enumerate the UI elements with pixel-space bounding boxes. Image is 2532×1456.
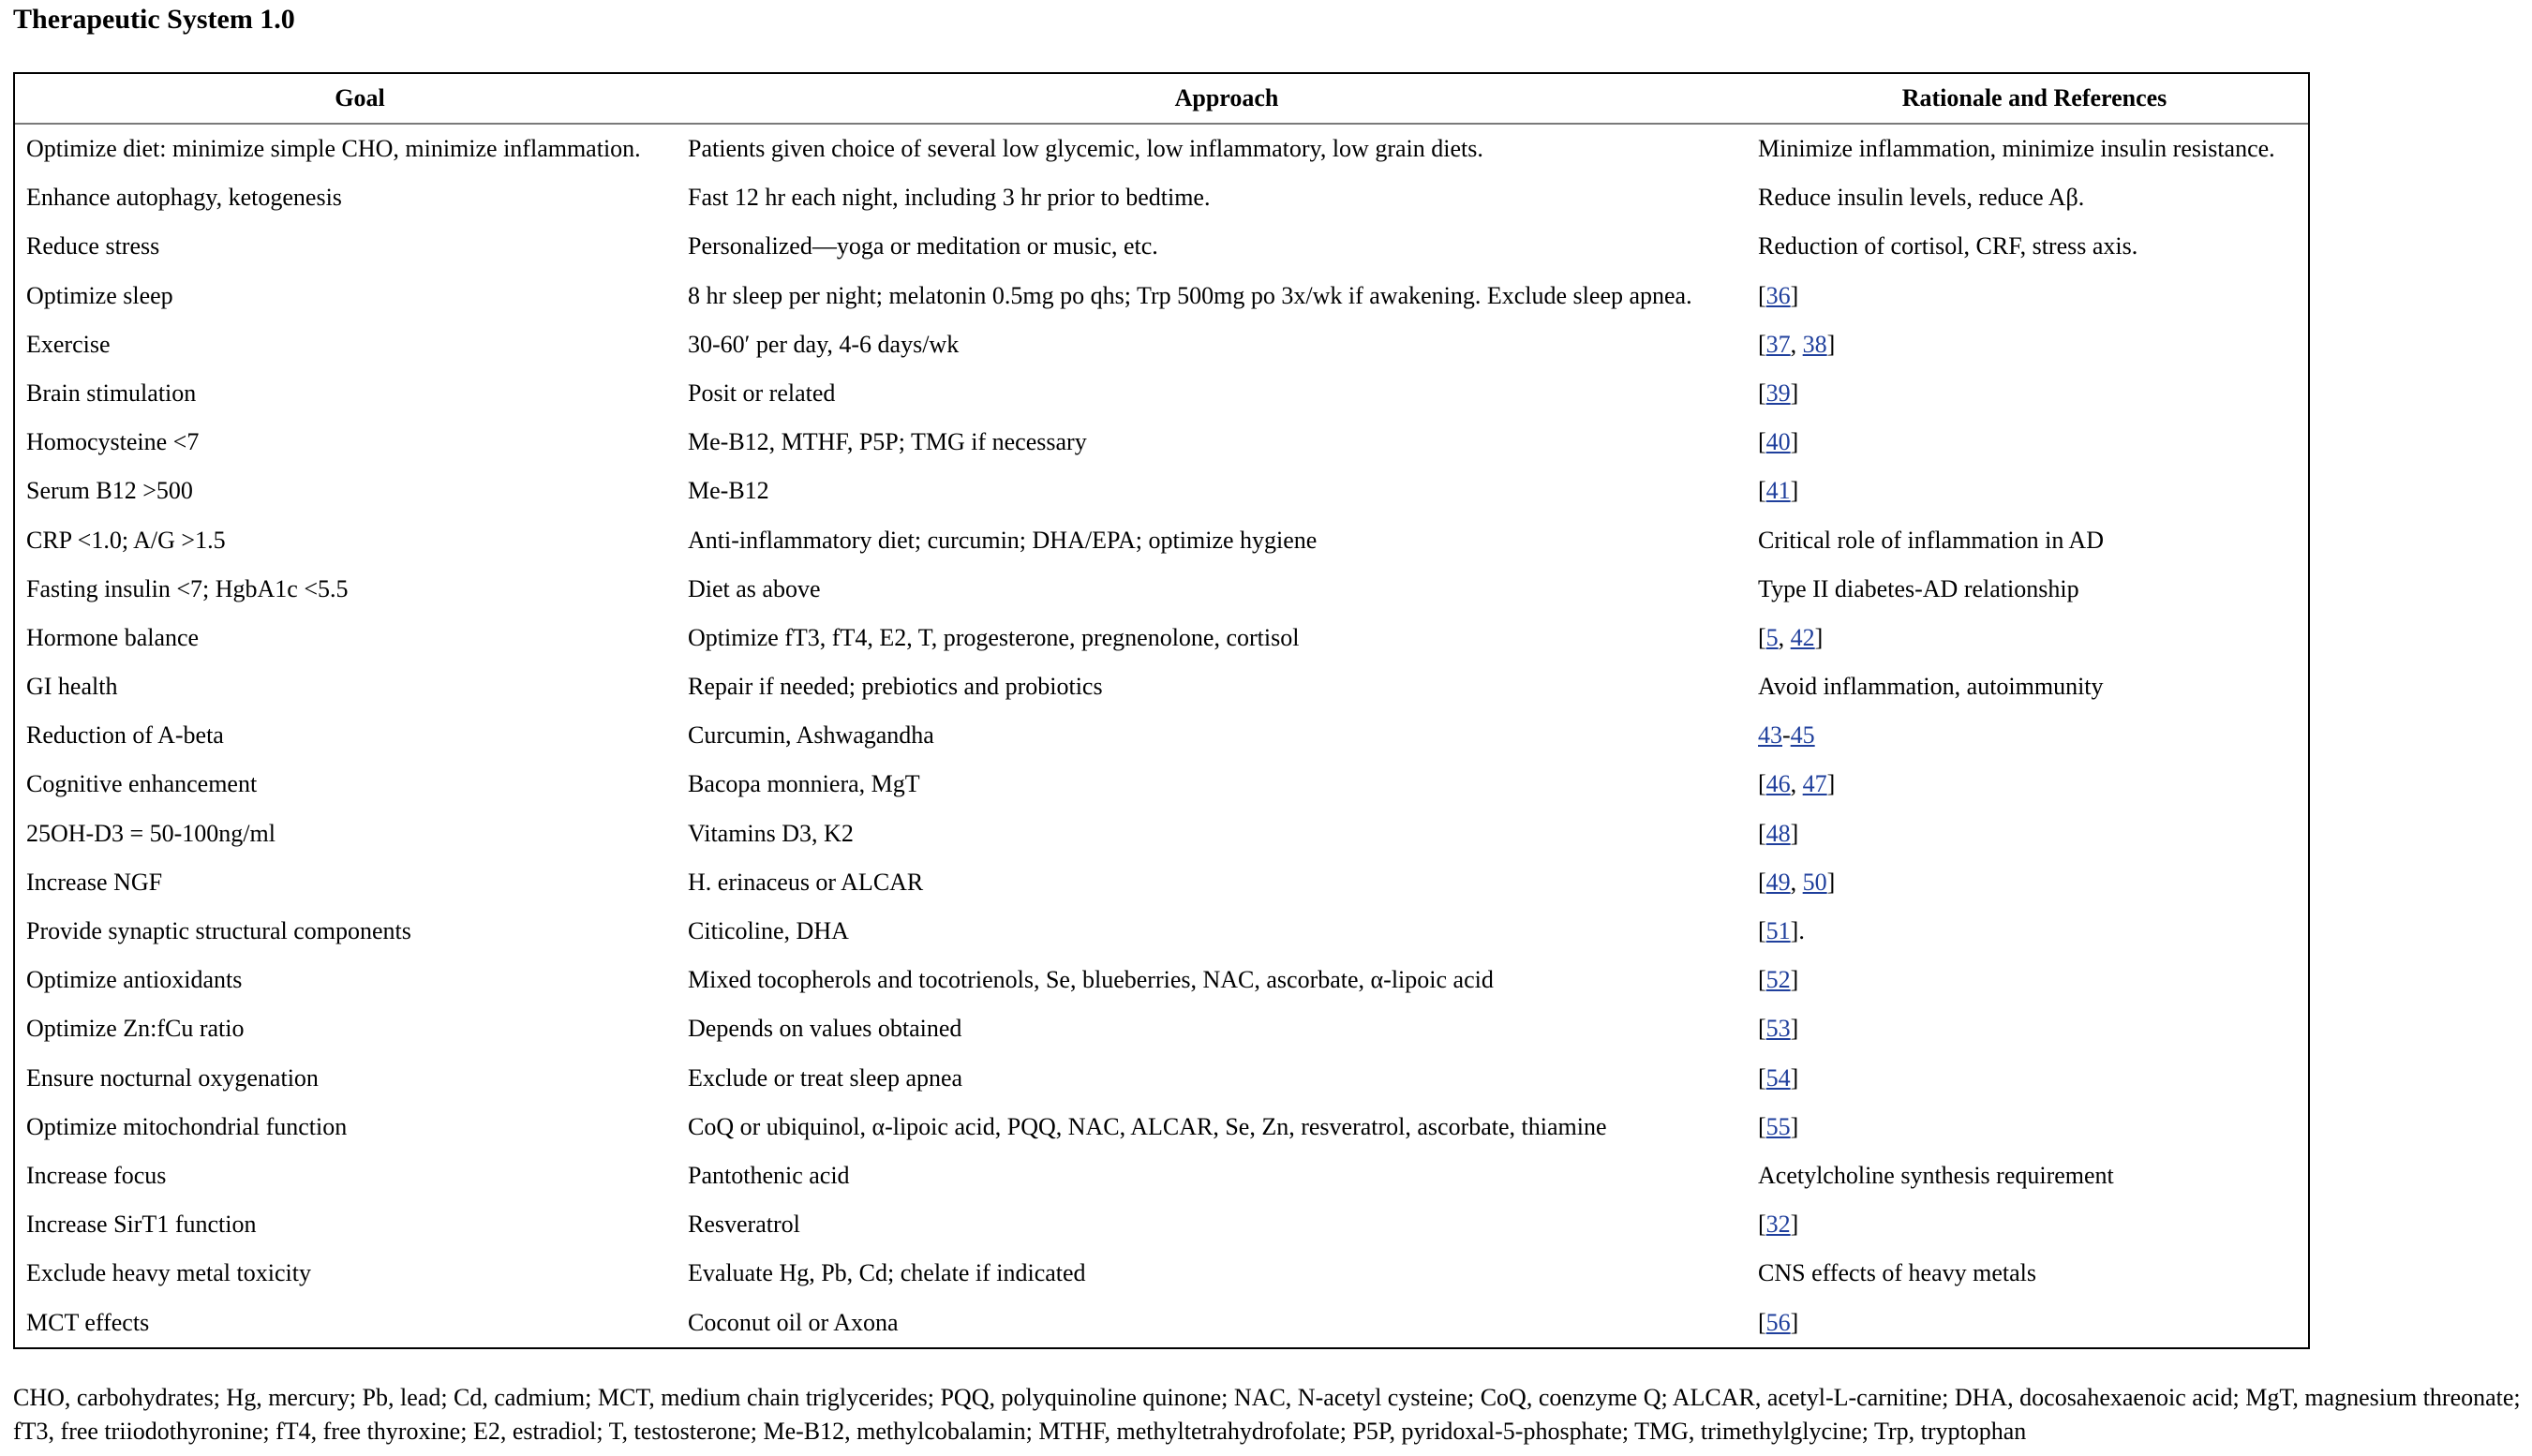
rationale-cell	[1758, 711, 1815, 760]
rationale-cell	[1758, 516, 2104, 565]
rationale-text: ]	[1790, 1308, 1799, 1336]
rationale-cell	[1758, 418, 1798, 467]
rationale-text: Minimize inflammation, minimize insulin resistance.	[1758, 135, 2275, 162]
reference-link[interactable]: 41	[1765, 477, 1791, 505]
reference-link[interactable]: 48	[1765, 819, 1791, 847]
rationale-text: [	[1758, 281, 1766, 309]
rationale-text: ]	[1814, 623, 1824, 651]
reference-link[interactable]: 43	[1758, 721, 1782, 750]
reference-link[interactable]: 5	[1765, 623, 1779, 651]
goal-cell: Provide synaptic structural components	[26, 917, 411, 944]
rationale-text: Reduce insulin levels, reduce Aβ.	[1758, 184, 2085, 212]
reference-link[interactable]: 45	[1790, 721, 1815, 750]
rationale-cell	[1758, 125, 2275, 173]
rationale-text: [	[1758, 379, 1766, 407]
rationale-text: ]	[1790, 428, 1799, 456]
table-row	[15, 1004, 2308, 1053]
approach-cell: Fast 12 hr each night, including 3 hr prior to bedtime.	[688, 184, 1211, 212]
rationale-cell	[1758, 1004, 1798, 1053]
rationale-text: [	[1758, 623, 1766, 651]
goal-cell: MCT effects	[26, 1308, 150, 1336]
reference-link[interactable]: 39	[1765, 379, 1791, 407]
goal-cell: GI health	[26, 673, 118, 701]
table-row	[15, 858, 2308, 907]
goal-cell: Optimize mitochondrial function	[26, 1112, 348, 1140]
approach-cell: Me-B12	[688, 477, 769, 505]
approach-cell: Curcumin, Ashwagandha	[688, 721, 934, 750]
rationale-text: ]	[1826, 868, 1836, 896]
goal-cell: Reduction of A-beta	[26, 721, 224, 750]
therapeutic-table	[13, 72, 2310, 1349]
rationale-text: [	[1758, 1308, 1766, 1336]
goal-cell: Optimize antioxidants	[26, 966, 243, 994]
table-row	[15, 272, 2308, 320]
reference-link[interactable]: 54	[1765, 1063, 1791, 1092]
approach-cell: Bacopa monniera, MgT	[688, 770, 920, 798]
approach-cell: 30-60′ per day, 4-6 days/wk	[688, 330, 960, 358]
approach-cell: 8 hr sleep per night; melatonin 0.5mg po qhs; Trp 500mg po 3x/wk if awakening. Exclude sleep apnea.	[688, 281, 1692, 309]
goal-cell: Optimize sleep	[26, 281, 173, 309]
reference-link[interactable]: 52	[1765, 966, 1791, 994]
rationale-text: CNS effects of heavy metals	[1758, 1259, 2036, 1287]
rationale-cell	[1758, 272, 1798, 320]
table-row	[15, 1151, 2308, 1200]
table-row	[15, 711, 2308, 760]
rationale-text: ]	[1790, 281, 1799, 309]
goal-cell: Enhance autophagy, ketogenesis	[26, 184, 342, 212]
approach-cell: Vitamins D3, K2	[688, 819, 854, 847]
rationale-text: [	[1758, 1211, 1766, 1239]
rationale-cell	[1758, 858, 1835, 907]
goal-cell: Optimize diet: minimize simple CHO, minimize inflammation.	[26, 135, 641, 162]
reference-link[interactable]: 46	[1765, 770, 1791, 798]
table-row	[15, 614, 2308, 662]
table-row	[15, 516, 2308, 565]
rationale-cell	[1758, 173, 2084, 222]
goal-cell: Increase NGF	[26, 868, 163, 896]
table-header	[15, 74, 2308, 125]
goal-cell: Cognitive enhancement	[26, 770, 258, 798]
goal-cell: Increase focus	[26, 1161, 167, 1189]
table-row	[15, 907, 2308, 956]
rationale-cell	[1758, 956, 1798, 1004]
reference-link[interactable]: 53	[1765, 1015, 1791, 1043]
table-row	[15, 173, 2308, 222]
goal-cell: Exclude heavy metal toxicity	[26, 1259, 311, 1287]
rationale-text: [	[1758, 1063, 1766, 1092]
table-row	[15, 956, 2308, 1004]
rationale-text: ]	[1826, 770, 1836, 798]
rationale-text: ]	[1790, 966, 1799, 994]
column-header-rationale: Rationale and References	[1901, 84, 2167, 111]
rationale-cell	[1758, 1299, 1798, 1347]
abbreviations-footnote: CHO, carbohydrates; Hg, mercury; Pb, lead; Cd, cadmium; MCT, medium chain triglycerides; PQQ, polyquinoline quinone; NAC, N-acetyl cysteine; CoQ, coenzyme Q; ALCAR, acetyl-L-carnitine; DHA, docosahexaenoic acid; MgT, magnesium threonate; fT3, free triiodothyronine; fT4, free thyroxine; E2, estradiol; T, testosterone; Me-B12, methylcobalamin; MTHF, methyltetrahydrofolate; P5P, pyridoxal-5-phosphate; TMG, trimethylglycine; Trp, tryptophan	[13, 1384, 2521, 1445]
rationale-cell	[1758, 760, 1835, 809]
reference-link[interactable]: 49	[1765, 868, 1791, 896]
approach-cell: Personalized—yoga or meditation or music, etc.	[688, 232, 1158, 260]
rationale-text: ]	[1826, 330, 1836, 358]
rationale-cell	[1758, 222, 2137, 271]
reference-link[interactable]: 55	[1765, 1112, 1791, 1140]
approach-cell: Pantothenic acid	[688, 1161, 850, 1189]
table-body	[15, 125, 2308, 1347]
approach-cell: Mixed tocopherols and tocotrienols, Se, blueberries, NAC, ascorbate, α-lipoic acid	[688, 966, 1494, 994]
rationale-text: [	[1758, 1112, 1766, 1140]
goal-cell: 25OH-D3 = 50-100ng/ml	[26, 819, 276, 847]
rationale-text: [	[1758, 330, 1766, 358]
rationale-text: Type II diabetes-AD relationship	[1758, 574, 2079, 602]
rationale-text: ,	[1790, 330, 1803, 358]
rationale-cell	[1758, 1103, 1798, 1151]
approach-cell: CoQ or ubiquinol, α-lipoic acid, PQQ, NAC, ALCAR, Se, Zn, resveratrol, ascorbate, thiamine	[688, 1112, 1607, 1140]
rationale-text: ]	[1790, 477, 1799, 505]
rationale-cell	[1758, 1151, 2114, 1200]
column-header-approach: Approach	[1174, 84, 1279, 111]
rationale-text: [	[1758, 819, 1766, 847]
table-row	[15, 565, 2308, 614]
rationale-cell	[1758, 1200, 1798, 1249]
table-row	[15, 1054, 2308, 1103]
rationale-text: -	[1782, 721, 1791, 750]
table-row	[15, 222, 2308, 271]
rationale-text: ]	[1790, 1112, 1799, 1140]
rationale-text: ]	[1790, 1015, 1799, 1043]
approach-cell: Optimize fT3, fT4, E2, T, progesterone, pregnenolone, cortisol	[688, 623, 1300, 651]
table-row	[15, 760, 2308, 809]
table-row	[15, 467, 2308, 515]
rationale-text: ]	[1790, 819, 1799, 847]
rationale-text: ,	[1790, 868, 1803, 896]
reference-link[interactable]: 36	[1765, 281, 1791, 309]
rationale-text: ,	[1778, 623, 1791, 651]
reference-link[interactable]: 47	[1802, 770, 1827, 798]
approach-cell: Diet as above	[688, 574, 821, 602]
goal-cell: Exercise	[26, 330, 111, 358]
table-row	[15, 1249, 2308, 1298]
rationale-text: [	[1758, 1015, 1766, 1043]
table-row	[15, 810, 2308, 858]
goal-cell: CRP <1.0; A/G >1.5	[26, 526, 226, 554]
rationale-cell	[1758, 662, 2104, 711]
table-row	[15, 662, 2308, 711]
column-header-goal: Goal	[335, 84, 385, 111]
table-title: Therapeutic System 1.0	[13, 4, 295, 35]
rationale-text: [	[1758, 966, 1766, 994]
table-row	[15, 1299, 2308, 1347]
rationale-text: Avoid inflammation, autoimmunity	[1758, 673, 2104, 701]
approach-cell: Depends on values obtained	[688, 1015, 962, 1043]
approach-cell: Repair if needed; prebiotics and probiotics	[688, 673, 1103, 701]
reference-link[interactable]: 37	[1765, 330, 1791, 358]
goal-cell: Ensure nocturnal oxygenation	[26, 1063, 319, 1092]
goal-cell: Serum B12 >500	[26, 477, 193, 505]
rationale-cell	[1758, 614, 1823, 662]
table-row	[15, 1200, 2308, 1249]
rationale-cell	[1758, 810, 1798, 858]
rationale-text: ,	[1790, 770, 1803, 798]
approach-cell: Evaluate Hg, Pb, Cd; chelate if indicated	[688, 1259, 1086, 1287]
approach-cell: H. erinaceus or ALCAR	[688, 868, 924, 896]
reference-link[interactable]: 38	[1802, 330, 1827, 358]
rationale-cell	[1758, 467, 1798, 515]
rationale-text: ].	[1790, 917, 1805, 944]
approach-cell: Exclude or treat sleep apnea	[688, 1063, 963, 1092]
reference-link[interactable]: 32	[1765, 1211, 1791, 1239]
reference-link[interactable]: 42	[1790, 623, 1815, 651]
approach-cell: Resveratrol	[688, 1211, 800, 1239]
rationale-cell	[1758, 320, 1835, 369]
rationale-text: Acetylcholine synthesis requirement	[1758, 1161, 2114, 1189]
approach-cell: Posit or related	[688, 379, 836, 407]
goal-cell: Reduce stress	[26, 232, 160, 260]
rationale-cell	[1758, 907, 1805, 956]
rationale-text: [	[1758, 917, 1766, 944]
goal-cell: Increase SirT1 function	[26, 1211, 257, 1239]
rationale-text: [	[1758, 428, 1766, 456]
rationale-cell	[1758, 369, 1798, 418]
reference-link[interactable]: 51	[1765, 917, 1791, 944]
approach-cell: Citicoline, DHA	[688, 917, 849, 944]
reference-link[interactable]: 56	[1765, 1308, 1791, 1336]
goal-cell: Fasting insulin <7; HgbA1c <5.5	[26, 574, 349, 602]
table-row	[15, 1103, 2308, 1151]
rationale-text: ]	[1790, 1063, 1799, 1092]
rationale-text: Critical role of inflammation in AD	[1758, 526, 2104, 554]
goal-cell: Brain stimulation	[26, 379, 197, 407]
rationale-text: ]	[1790, 379, 1799, 407]
goal-cell: Homocysteine <7	[26, 428, 200, 456]
rationale-cell	[1758, 1054, 1798, 1103]
rationale-text: ]	[1790, 1211, 1799, 1239]
rationale-text: [	[1758, 868, 1766, 896]
goal-cell: Optimize Zn:fCu ratio	[26, 1015, 245, 1043]
table-row	[15, 320, 2308, 369]
table-row	[15, 418, 2308, 467]
rationale-cell	[1758, 565, 2079, 614]
table-row	[15, 125, 2308, 173]
goal-cell: Hormone balance	[26, 623, 200, 651]
rationale-text: [	[1758, 770, 1766, 798]
rationale-text: Reduction of cortisol, CRF, stress axis.	[1758, 232, 2138, 260]
rationale-text: [	[1758, 477, 1766, 505]
rationale-cell	[1758, 1249, 2036, 1298]
approach-cell: Me-B12, MTHF, P5P; TMG if necessary	[688, 428, 1087, 456]
table-row	[15, 369, 2308, 418]
approach-cell: Coconut oil or Axona	[688, 1308, 899, 1336]
reference-link[interactable]: 40	[1765, 428, 1791, 456]
approach-cell: Anti-inflammatory diet; curcumin; DHA/EPA; optimize hygiene	[688, 526, 1318, 554]
reference-link[interactable]: 50	[1802, 868, 1827, 896]
approach-cell: Patients given choice of several low glycemic, low inflammatory, low grain diets.	[688, 135, 1483, 162]
